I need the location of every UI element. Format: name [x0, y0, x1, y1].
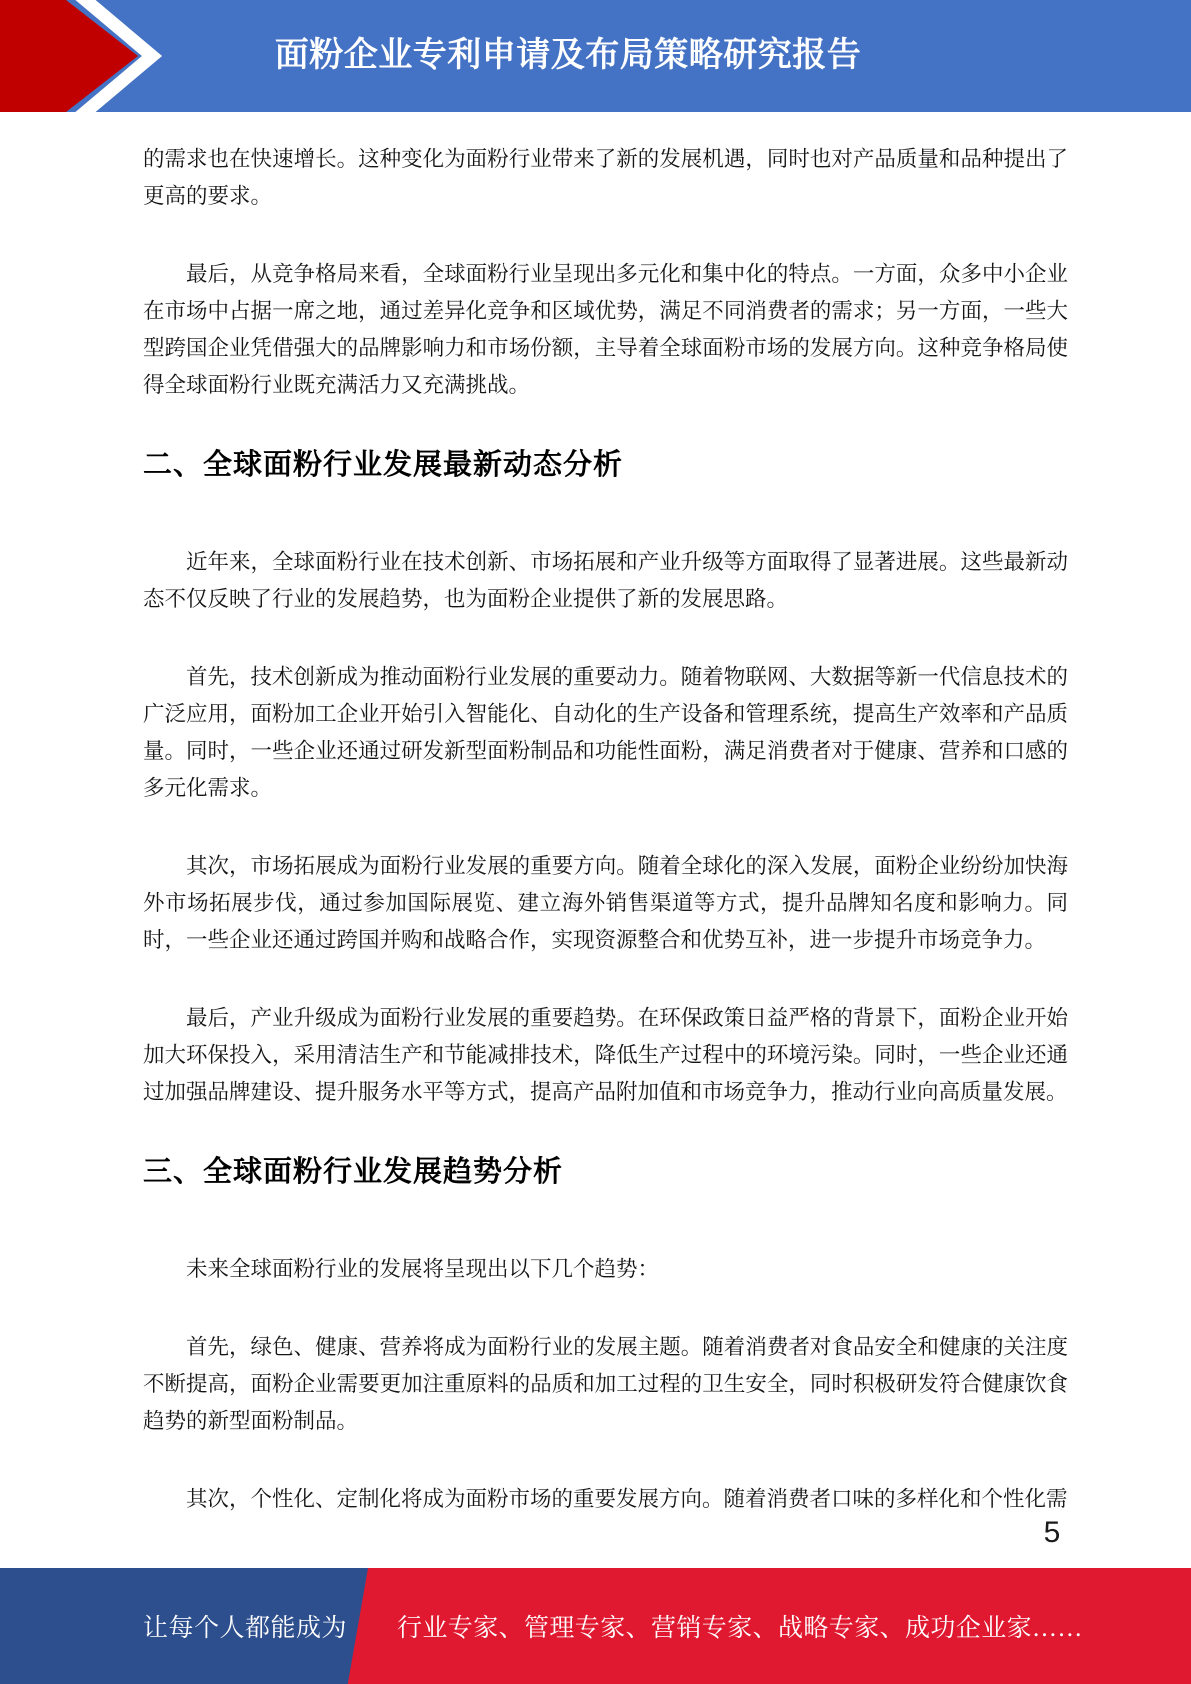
- header-arrow-icon: [0, 0, 170, 112]
- body-paragraph: 首先，绿色、健康、营养将成为面粉行业的发展主题。随着消费者对食品安全和健康的关注度不断提高，面粉企业需要更加注重原料的品质和加工过程的卫生安全，同时积极研发符合健康饮食趋势的新型面粉制品。: [143, 1335, 1068, 1433]
- footer-slogan-left: 让每个人都能成为: [143, 1615, 348, 1642]
- body-paragraph: 的需求也在快速增长。这种变化为面粉行业带来了新的发展机遇，同时也对产品质量和品种提出了更高的要求。: [143, 147, 1068, 208]
- body-paragraph: 近年来，全球面粉行业在技术创新、市场拓展和产业升级等方面取得了显著进展。这些最新动态不仅反映了行业的发展趋势，也为面粉企业提供了新的发展思路。: [143, 550, 1068, 611]
- footer-slogan-right: 行业专家、管理专家、营销专家、战略专家、成功企业家……: [397, 1615, 1083, 1642]
- page-footer: [0, 1568, 1191, 1684]
- body-paragraph: 未来全球面粉行业的发展将呈现出以下几个趋势：: [186, 1257, 660, 1281]
- body-paragraph: 其次，市场拓展成为面粉行业发展的重要方向。随着全球化的深入发展，面粉企业纷纷加快海外市场拓展步伐，通过参加国际展览、建立海外销售渠道等方式，提升品牌知名度和影响力。同时，一些企业还通过跨国并购和战略合作，实现资源整合和优势互补，进一步提升市场竞争力。: [143, 854, 1068, 952]
- report-title: 面粉企业专利申请及布局策略研究报告: [274, 35, 862, 74]
- body-paragraph: 最后，从竞争格局来看，全球面粉行业呈现出多元化和集中化的特点。一方面，众多中小企业在市场中占据一席之地，通过差异化竞争和区域优势，满足不同消费者的需求；另一方面，一些大型跨国企业凭借强大的品牌影响力和市场份额，主导着全球面粉市场的发展方向。这种竞争格局使得全球面粉行业既充满活力又充满挑战。: [143, 262, 1068, 397]
- body-paragraph: 首先，技术创新成为推动面粉行业发展的重要动力。随着物联网、大数据等新一代信息技术的广泛应用，面粉加工企业开始引入智能化、自动化的生产设备和管理系统，提高生产效率和产品质量。同时，一些企业还通过研发新型面粉制品和功能性面粉，满足消费者对于健康、营养和口感的多元化需求。: [143, 665, 1068, 800]
- body-paragraph: 其次，个性化、定制化将成为面粉市场的重要发展方向。随着消费者口味的多样化和个性化需: [186, 1487, 1068, 1511]
- document-body: [143, 112, 1068, 1559]
- page-header: [0, 0, 1191, 112]
- section-heading: 三、全球面粉行业发展趋势分析: [143, 1156, 564, 1188]
- body-paragraph: 最后，产业升级成为面粉行业发展的重要趋势。在环保政策日益严格的背景下，面粉企业开始加大环保投入，采用清洁生产和节能减排技术，降低生产过程中的环境污染。同时，一些企业还通过加强品牌建设、提升服务水平等方式，提高产品附加值和市场竞争力，推动行业向高质量发展。: [143, 1006, 1068, 1104]
- section-heading: 二、全球面粉行业发展最新动态分析: [143, 449, 624, 481]
- page-number: 5: [1043, 1516, 1061, 1549]
